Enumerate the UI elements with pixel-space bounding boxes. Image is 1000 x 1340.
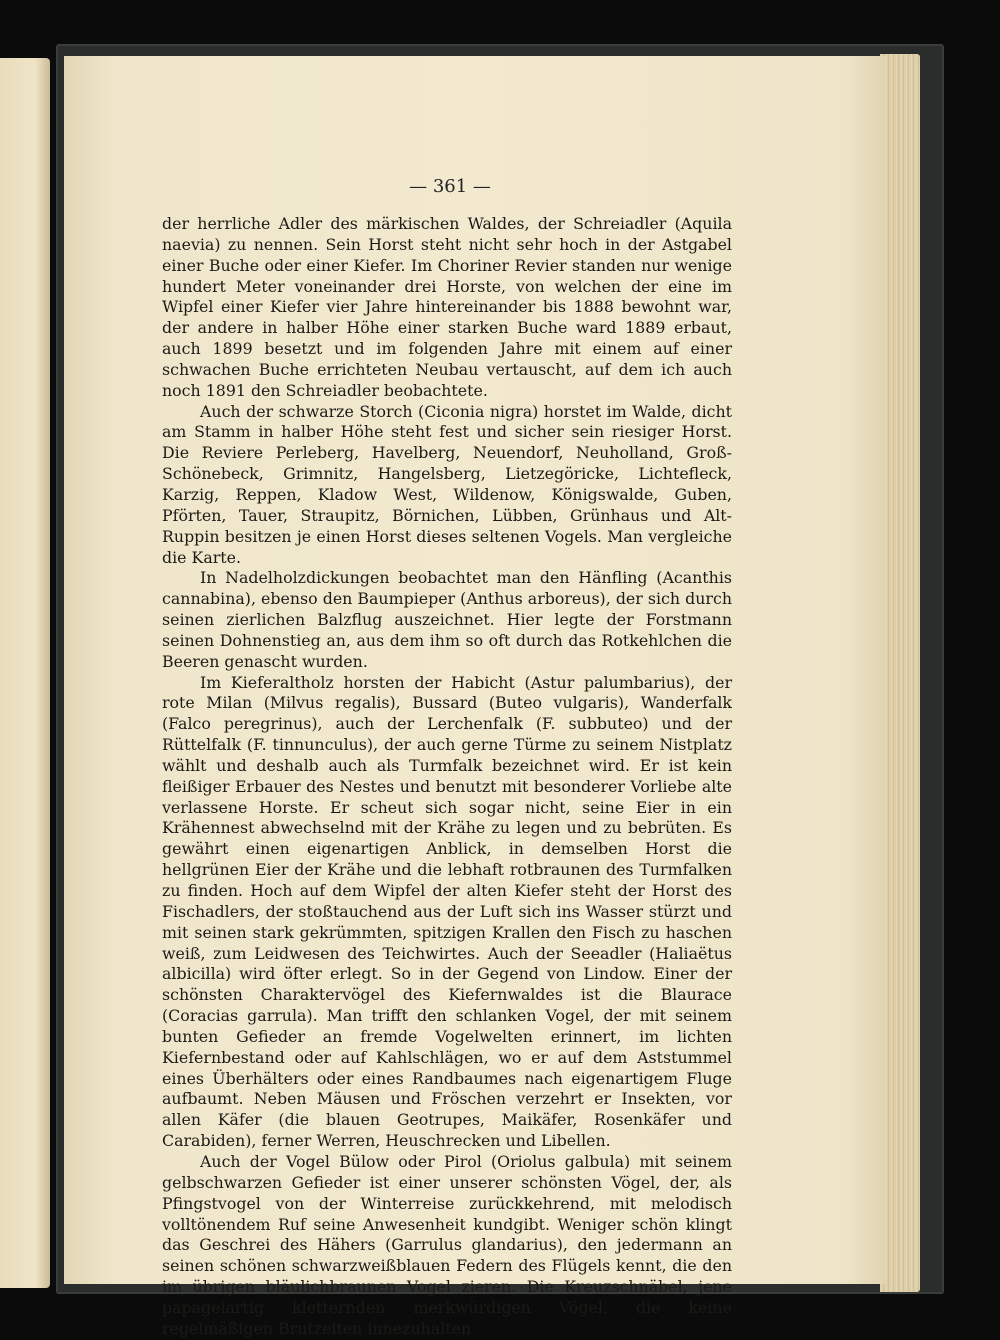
facing-page-edge (0, 58, 50, 1288)
page-stack-edges (880, 54, 920, 1292)
paragraph: Im Kieferaltholz horsten der Habicht (Astur palumbarius), der rote Milan (Milvus regalis), Bussard (Buteo vulgaris), Wanderfalk (Falco peregrinus), auch der Lerchenfalk (F. subbuteo) und der Rüttelfalk (F. tinnunculus), der auch gerne Türme zu seinem Nistplatz wählt und deshalb auch als Turmfalk bezeichnet wird. Er ist kein fleißiger Erbauer des Nestes und benutzt mit besonderer Vorliebe alte verlassene Horste. Er scheut sich sogar nicht, seine Eier in ein Krähennest abwechselnd mit der Krähe zu legen und zu bebrüten. Es gewährt einen eigenartigen Anblick, in demselben Horst die hellgrünen Eier der Krähe und die lebhaft rotbraunen des Turmfalken zu finden. Hoch auf dem Wipfel der alten Kiefer steht der Horst des Fischadlers, der stoßtauchend aus der Luft sich ins Wasser stürzt und mit seinen stark gekrümmten, spitzigen Krallen den Fisch zu haschen weiß, zum Leidwesen des Teichwirtes. Auch der Seeadler (Haliaëtus albicilla) wird öfter erlegt. So in der Gegend von Lindow. Einer der schönsten Charaktervögel des Kiefernwaldes ist die Blaurace (Coracias garrula). Man trifft den schlanken Vogel, der mit seinem bunten Gefieder an fremde Vogelwelten erinnert, im lichten Kiefernbestand oder auf Kahlschlägen, wo er auf dem Aststummel eines Überhälters oder eines Randbaumes nach eigenartigem Fluge aufbaumt. Neben Mäusen und Fröschen verzehrt er Insekten, vor allen Käfer (die blauen Geotrupes, Maikäfer, Rosenkäfer und Carabiden), ferner Werren, Heuschrecken und Libellen. (162, 672, 732, 1151)
paragraph: In Nadelholzdickungen beobachtet man den Hänfling (Acanthis cannabina), ebenso den Baumpieper (Anthus arboreus), der sich durch seinen zierlichen Balzflug auszeichnet. Hier legte der Forstmann seinen Dohnenstieg an, aus dem ihm so oft durch das Rotkehlchen die Beeren genascht wurden. (162, 568, 732, 671)
page-number: — 361 — (409, 176, 491, 197)
body-text (162, 214, 732, 1340)
paragraph: der herrliche Adler des märkischen Waldes, der Schreiadler (Aquila naevia) zu nennen. Sein Horst steht nicht sehr hoch in der Astgabel einer Buche oder einer Kiefer. Im Choriner Revier standen nur wenige hundert Meter voneinander drei Horste, von welchen der eine im Wipfel einer Kiefer vier Jahre hintereinander bis 1888 bewohnt war, der andere in halber Höhe einer starken Buche ward 1889 erbaut, auch 1899 besetzt und im folgenden Jahre mit einem auf einer schwachen Buche errichteten Neubau vertauscht, auf dem ich auch noch 1891 den Schreiadler beobachtete. (162, 214, 732, 400)
paragraph: Auch der Vogel Bülow oder Pirol (Oriolus galbula) mit seinem gelbschwarzen Gefieder ist einer unserer schönsten Vögel, der, als Pfingstvogel von der Winterreise zurückkehrend, mit melodisch volltönendem Ruf seine Anwesenheit kundgibt. Weniger schön klingt das Geschrei des Hähers (Garrulus glandarius), den jedermann an seinen schönen schwarzweißblauen Federn des Flügels kennt, die den im übrigen bläulichbraunen Vogel zieren. Die Kreuzschnäbel, jene papageiartig kletternden merkwürdigen Vögel, die keine regelmäßigen Brutzeiten innezuhalten (162, 1151, 732, 1338)
paragraph: Auch der schwarze Storch (Ciconia nigra) horstet im Walde, dicht am Stamm in halber Höhe steht fest und sicher sein riesiger Horst. Die Reviere Perleberg, Havelberg, Neuendorf, Neuholland, Groß-Schönebeck, Grimnitz, Hangelsberg, Lietzegöricke, Lichtefleck, Karzig, Reppen, Kladow West, Wildenow, Königswalde, Guben, Pförten, Tauer, Straupitz, Börnichen, Lübben, Grünhaus und Alt-Ruppin besitzen je einen Horst dieses seltenen Vogels. Man vergleiche die Karte. (162, 401, 732, 567)
